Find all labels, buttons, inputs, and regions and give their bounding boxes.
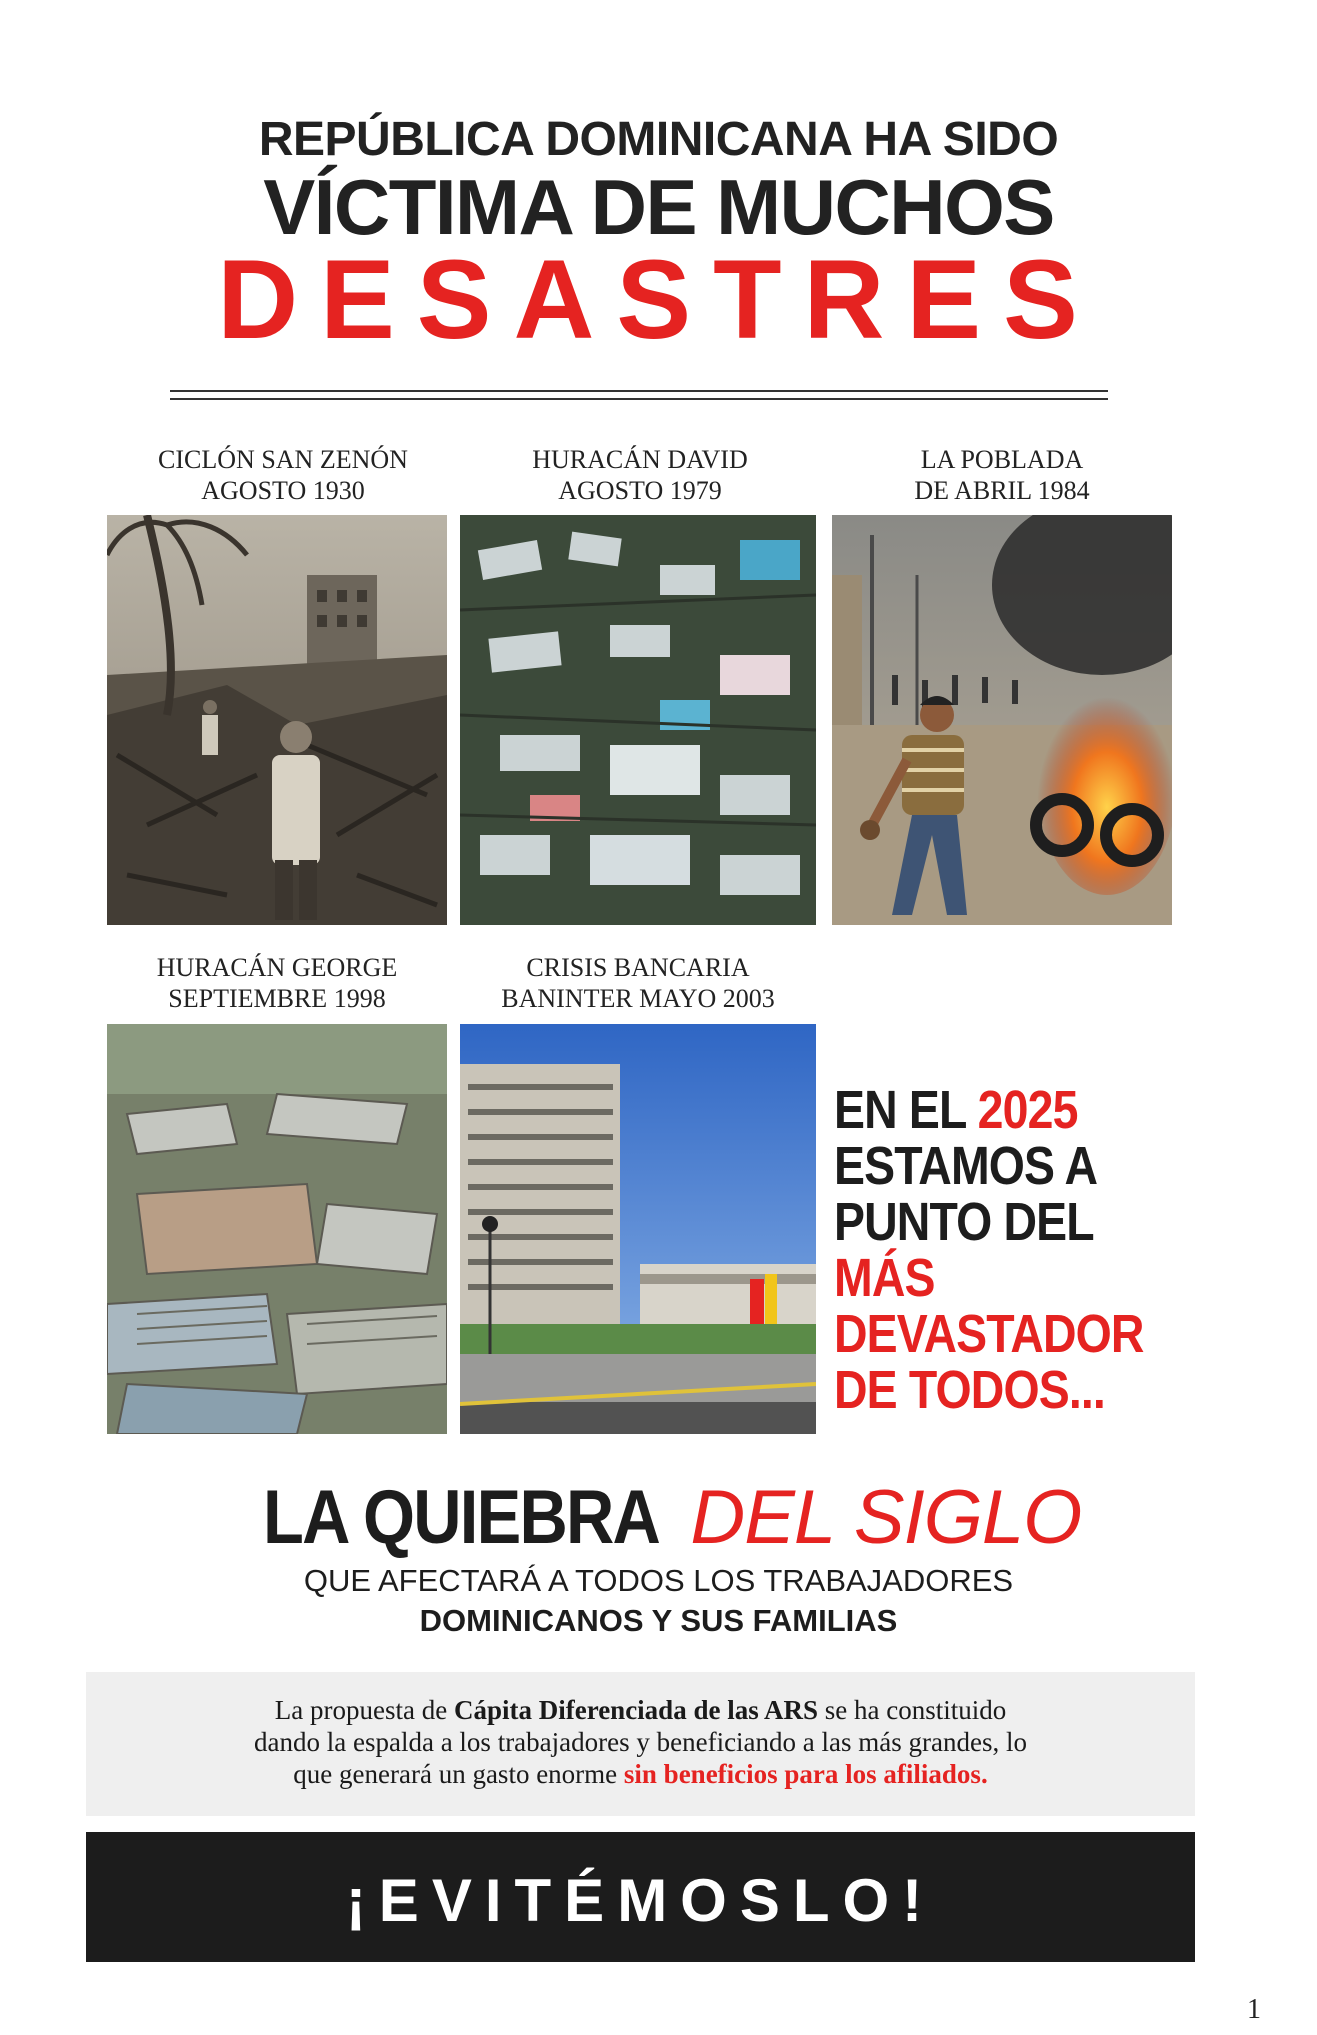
caption-line: HURACÁN GEORGE [156,953,398,982]
side-line-3: PUNTO DEL [834,1192,1094,1252]
subheadline-1: QUE AFECTARÁ A TODOS LOS TRABAJADORES [303,1563,1014,1598]
photo-baninter [460,1024,816,1434]
quiebra-headline [0,1475,1317,1560]
caption-line: LA POBLADA [920,445,1084,474]
divider-rule-bottom [170,398,1108,400]
notice-box [86,1672,1195,1816]
caption-line: SEPTIEMBRE 1998 [168,984,386,1013]
event-caption-baninter [460,952,816,1014]
notice-t5: que generará un gasto enorme [293,1759,624,1789]
photo-poblada [832,515,1172,925]
quiebra-part-2: DEL SIGLO [690,1475,1082,1560]
quiebra-part-1: LA QUIEBRA [262,1475,659,1560]
notice-t3: se ha constituido [817,1695,1007,1725]
notice-highlight: sin beneficios para los afiliados. [623,1759,988,1789]
headline-desastres: DESASTRES [217,237,1100,362]
page-number: 1 [1247,1994,1261,2025]
caption-line: AGOSTO 1979 [558,476,722,505]
divider-rule-top [170,390,1108,392]
event-caption-george [107,952,447,1014]
side-line-4: MÁS [834,1248,935,1308]
headline-line-2: VÍCTIMA DE MUCHOS [263,163,1054,251]
caption-line: HURACÁN DAVID [532,445,748,474]
caption-line: CRISIS BANCARIA [526,953,750,982]
side-line-1a: EN EL [834,1080,978,1140]
side-line-2: ESTAMOS A [834,1136,1098,1196]
side-message [834,1082,1212,1418]
photo-george [107,1024,447,1434]
caption-line: DE ABRIL 1984 [914,476,1090,505]
notice-t1: La propuesta de [274,1695,454,1725]
caption-line: AGOSTO 1930 [201,476,365,505]
photo-san-zenon [107,515,447,925]
photo-david [460,515,816,925]
caption-line: BANINTER MAYO 2003 [501,984,775,1013]
headline-line-1: REPÚBLICA DOMINICANA HA SIDO [258,113,1059,166]
side-year: 2025 [977,1080,1078,1140]
notice-text [86,1694,1195,1790]
side-line-6: DE TODOS... [834,1360,1105,1420]
event-caption-san-zenon [107,444,459,506]
caption-line: CICLÓN SAN ZENÓN [158,445,408,474]
subheadline-2: DOMINICANOS Y SUS FAMILIAS [419,1603,898,1638]
side-line-1 [834,1082,1212,1138]
notice-t4: dando la espalda a los trabajadores y beneficiando a las más grandes, lo [254,1727,1027,1757]
side-line-5: DEVASTADOR [834,1304,1144,1364]
event-caption-david [460,444,820,506]
notice-bold: Cápita Diferenciada de las ARS [453,1695,818,1725]
cta-bar [86,1832,1195,1962]
cta-text: ¡EVITÉMOSLO! [345,1867,936,1934]
event-caption-poblada [832,444,1172,506]
